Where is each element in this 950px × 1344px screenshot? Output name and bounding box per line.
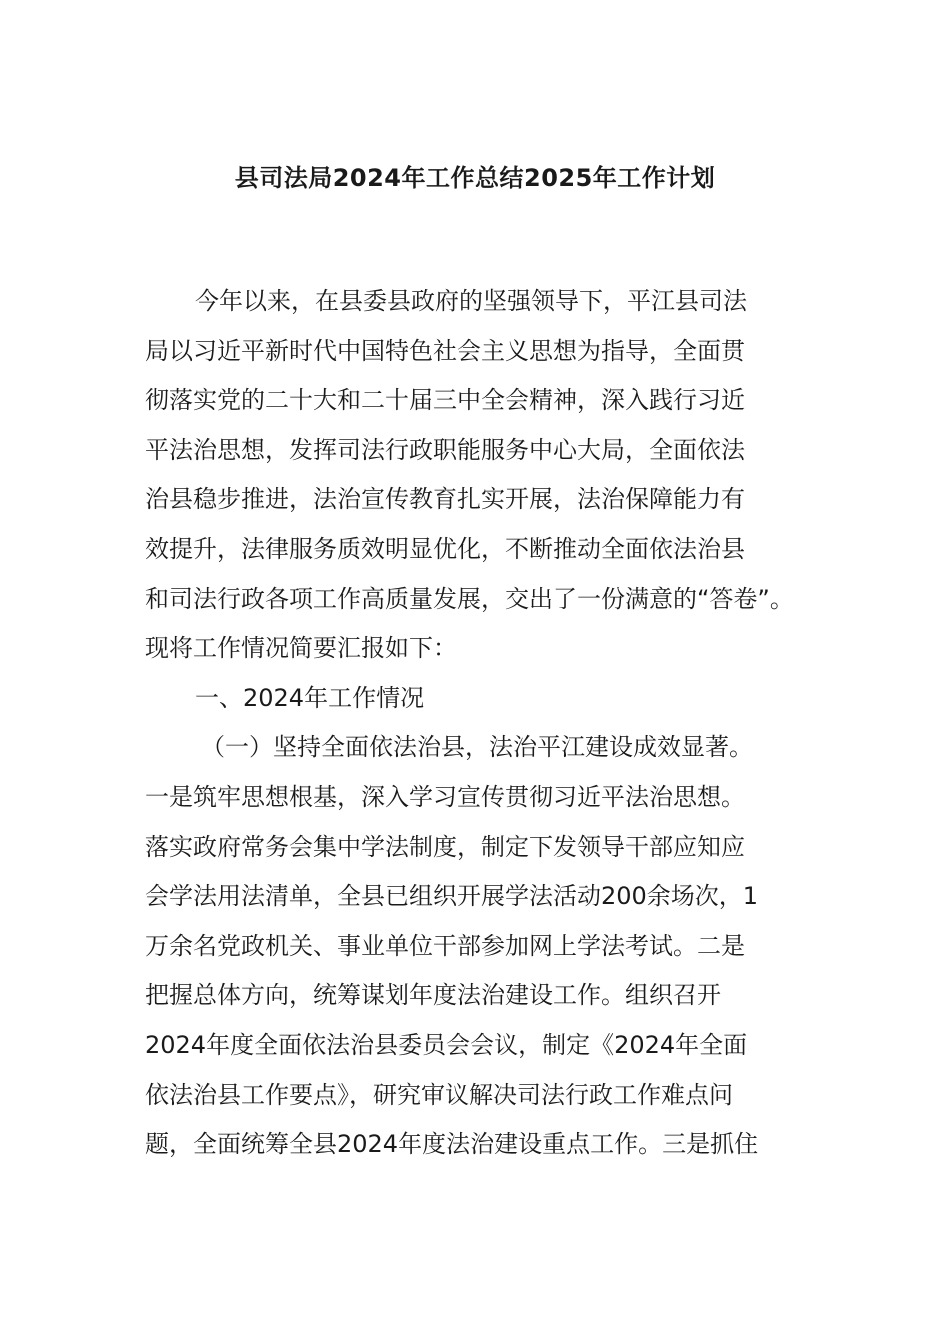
paragraph-line: 彻落实党的二十大和二十届三中全会精神，深入践行习近 (145, 386, 745, 415)
paragraph-line: 把握总体方向，统筹谋划年度法治建设工作。组织召开 (145, 981, 721, 1010)
paragraph-line: 依法治县工作要点》，研究审议解决司法行政工作难点问 (145, 1080, 733, 1109)
paragraph-line: 落实政府常务会集中学法制度，制定下发领导干部应知应 (145, 832, 745, 861)
paragraph-line: 题，全面统筹全县2024年度法治建设重点工作。三是抓住 (145, 1130, 759, 1159)
document-title: 县司法局2024年工作总结2025年工作计划 (234, 164, 716, 192)
subsection-heading: （一）坚持全面依法治县，法治平江建设成效显著。 (201, 733, 753, 762)
paragraph-line: 治县稳步推进，法治宣传教育扎实开展，法治保障能力有 (145, 485, 745, 514)
paragraph-line: 万余名党政机关、事业单位干部参加网上学法考试。二是 (145, 931, 745, 960)
paragraph-line: 平法治思想，发挥司法行政职能服务中心大局，全面依法 (145, 435, 745, 464)
paragraph-line: 一是筑牢思想根基，深入学习宣传贯彻习近平法治思想。 (145, 782, 745, 811)
paragraph-line: 今年以来，在县委县政府的坚强领导下，平江县司法 (195, 287, 747, 315)
paragraph-line: 现将工作情况简要汇报如下： (145, 634, 457, 663)
document-body (145, 277, 815, 1170)
paragraph-line: 和司法行政各项工作高质量发展，交出了一份满意的“答卷”。 (145, 584, 794, 613)
paragraph-line: 2024年度全面依法治县委员会会议，制定《2024年全面 (145, 1030, 748, 1059)
paragraph-line: 效提升，法律服务质效明显优化，不断推动全面依法治县 (145, 534, 745, 563)
section-heading: 一、2024年工作情况 (195, 683, 425, 712)
paragraph-line: 局以习近平新时代中国特色社会主义思想为指导，全面贯 (145, 336, 745, 365)
paragraph-line: 会学法用法清单，全县已组织开展学法活动200余场次，1 (145, 882, 759, 911)
